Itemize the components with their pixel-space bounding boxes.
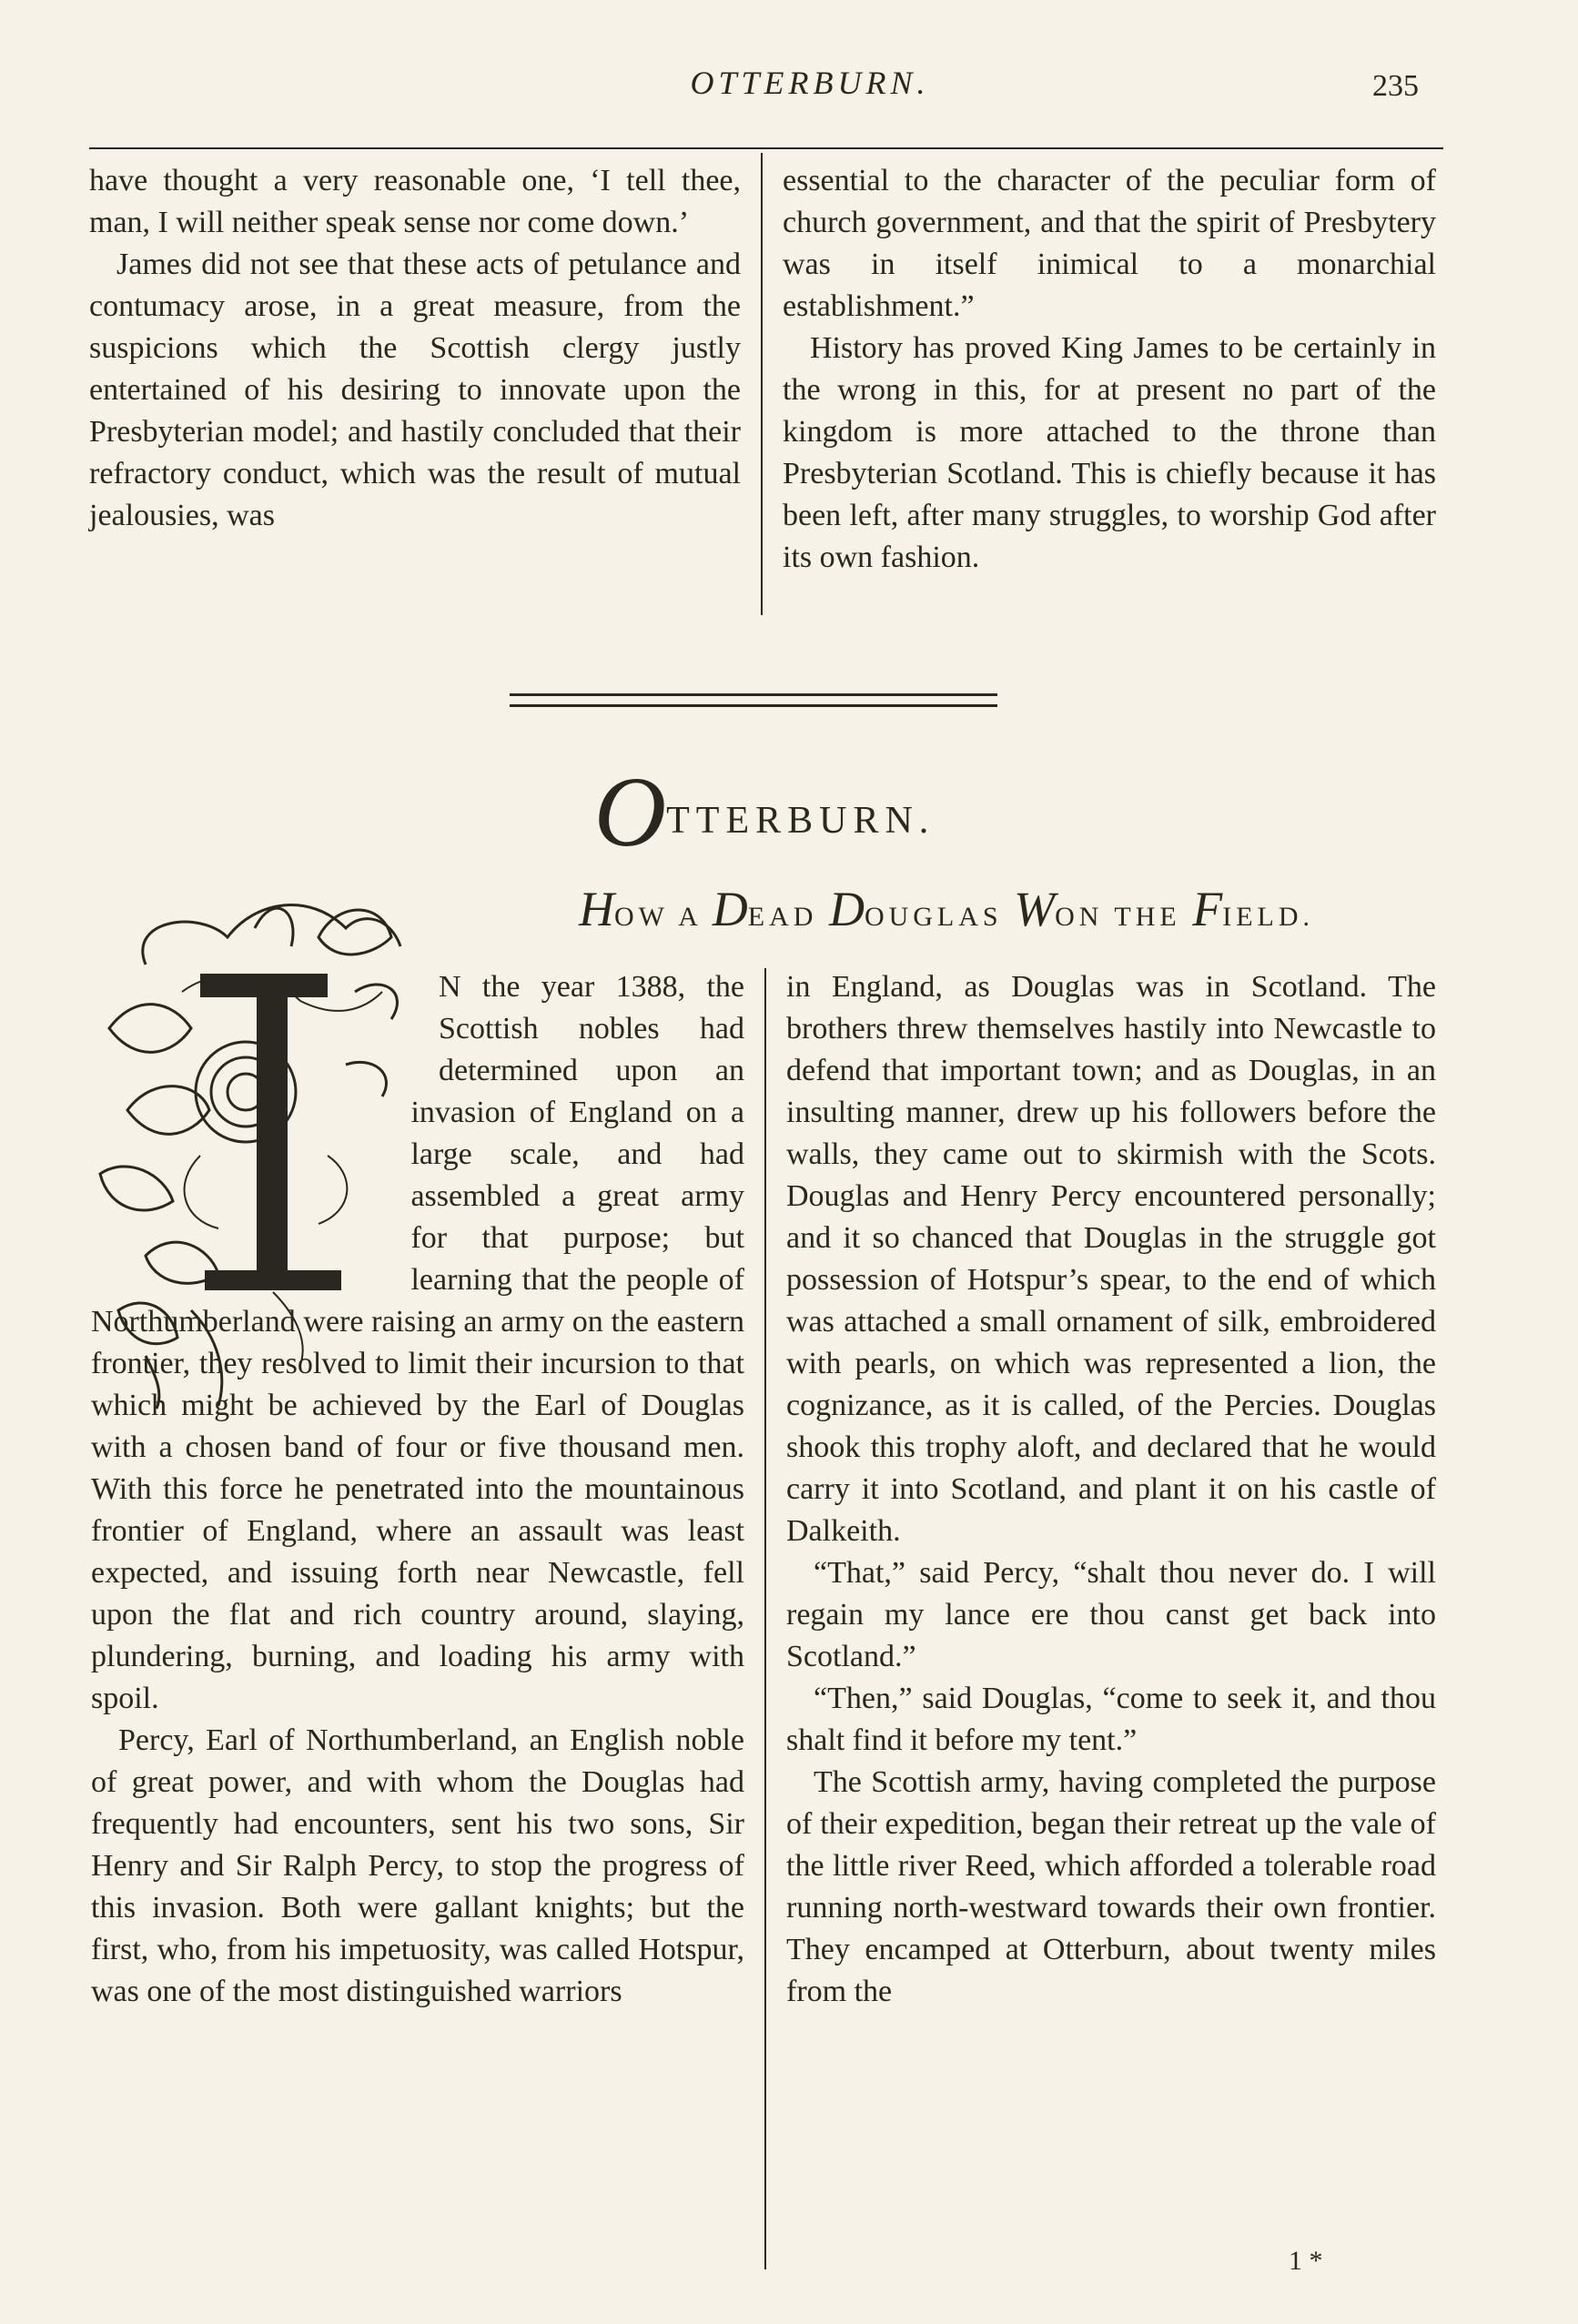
subtitle-initial: H [578,882,614,936]
paragraph: “Then,” said Douglas, “come to seek it, and thou shalt find it before my tent.” [786,1682,1436,1757]
running-head [0,64,1578,118]
article-subtitle [473,881,1420,937]
article-title [491,756,1037,867]
subtitle-initial: D [828,882,865,936]
subtitle-word: ON THE [1055,902,1193,932]
title-rest: TTERBURN. [666,800,936,842]
paragraph: essential to the character of the peculiar form of church government, and that the spirit of Presbytery was in itself inimical to a monarchial establishment.” [783,164,1436,323]
subtitle-word: OW A [613,902,713,932]
column-rule [764,968,766,2269]
paragraph: “That,” said Percy, “shalt thou never do. I will regain my lance ere thou canst get back into Scotland.” [786,1556,1436,1673]
subtitle-initial: D [712,882,748,936]
title-initial: O [593,756,667,867]
drop-cap-space [91,966,439,1263]
ornamental-rule-top [510,693,997,696]
header-rule [89,147,1443,149]
running-title: OTTERBURN. [690,65,930,101]
signature-mark: 1 * [1289,2246,1323,2276]
paragraph: Percy, Earl of Northumberland, an English noble of great power, and with whom the Douglas had frequently had encounters, sent his two sons, Sir Henry and Sir Ralph Percy, to stop the progress of this invasion. Both were gallant knights; but the first, who, from his impetuosity, was called Hotspur, was one of the most distinguished warriors [91,1723,744,2008]
subtitle-word: IELD. [1222,902,1315,932]
ornamental-rule-bottom [510,704,997,707]
article-left-column [91,966,744,2013]
column-rule [761,153,763,615]
top-left-column [89,160,741,537]
article-right-column [786,966,1436,2013]
subtitle-word: EAD [747,902,829,932]
paragraph: History has proved King James to be certainly in the wrong in this, for at present no part of the kingdom is more attached to the throne than Presbyterian Scotland. This is chiefly because it has been left, after many struggles, to worship God after its own fashion. [783,331,1436,574]
paragraph: N the year 1388, the Scottish nobles had determined upon an invasion of England on a large scale, and had assembled a great army for that purpose; but learning that the people of Northumberland were raising an army on the eastern frontier, they resolved to limit their incursion to that which might be achieved by the Earl of Douglas with a chosen band of four or five thousand men. With this force he penetrated into the mountainous frontier of England, where an assault was least expected, and issuing forth near Newcastle, fell upon the flat and rich country around, slaying, plundering, burning, and loading his army with spoil. [91,970,744,1715]
paragraph: in England, as Douglas was in Scotland. The brothers threw themselves hastily into Newcastle to defend that important town; and as Douglas, in an insulting manner, drew up his followers before the walls, they came out to skirmish with the Scots. Douglas and Henry Percy encountered personally; and it so chanced that Douglas in the struggle got possession of Hotspur’s spear, to the end of which was attached a small ornament of silk, embroidered with pearls, on which was represented a lion, the cognizance, as it is called, of the Percies. Douglas shook this trophy aloft, and declared that he would carry it into Scotland, and plant it on his castle of Dalkeith. [786,970,1436,1548]
subtitle-initial: F [1192,882,1223,936]
subtitle-initial: W [1014,882,1056,936]
paragraph: The Scottish army, having completed the purpose of their expedition, began their retreat up the vale of the little river Reed, which afforded a tolerable road running north-westward towards their own frontier. They encamped at Otterburn, about twenty miles from the [786,1765,1436,2008]
subtitle-word: OUGLAS [864,902,1015,932]
paragraph: have thought a very reasonable one, ‘I tell thee, man, I will neither speak sense nor come down.’ [89,164,741,239]
page-number: 235 [1372,69,1419,103]
paragraph: James did not see that these acts of petulance and contumacy arose, in a great measure, from the suspicions which the Scottish clergy justly entertained of his desiring to innovate upon the Presbyterian model; and hastily concluded that their refractory conduct, which was the result of mutual jealousies, was [89,248,741,532]
top-right-column [783,160,1436,579]
